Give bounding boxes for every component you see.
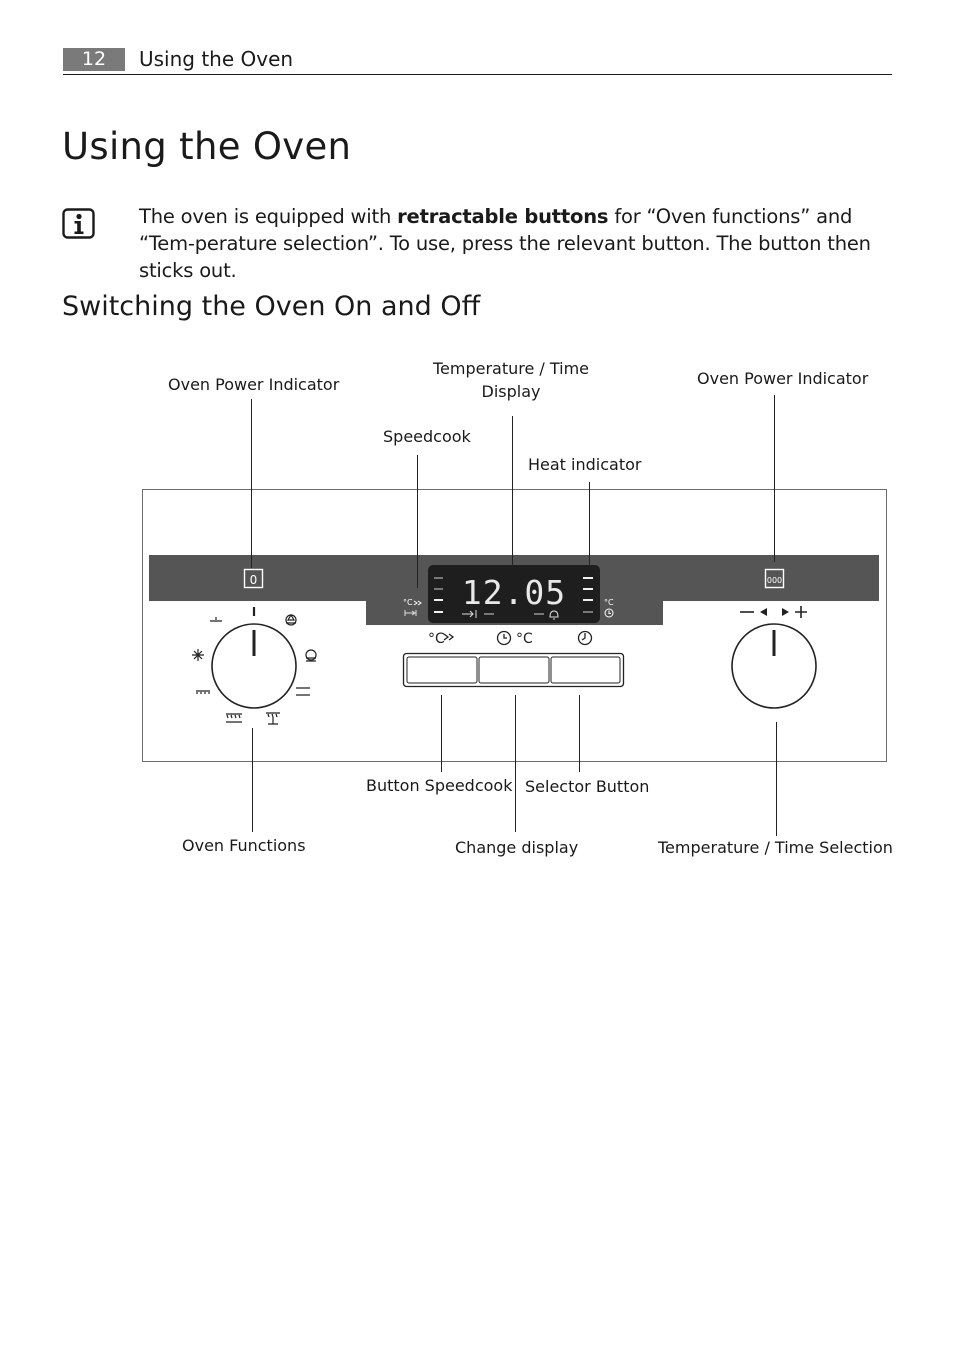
page-title: Using the Oven [62, 125, 352, 168]
page-number: 12 [63, 48, 125, 71]
display-digits: 12.05 [461, 573, 567, 612]
label-oven-functions: Oven Functions [182, 836, 306, 855]
info-note: The oven is equipped with retractable buttons for “Oven functions” and “Tem-perature selection”. To use, press the relevant button. The button then sticks out. [139, 205, 871, 282]
svg-text:000: 000 [766, 576, 783, 585]
label-selector-button: Selector Button [525, 777, 650, 796]
label-oven-power-indicator-right: Oven Power Indicator [697, 369, 869, 388]
svg-text:°C: °C [604, 598, 614, 607]
svg-text:°C: °C [428, 631, 445, 647]
temperature-time-knob[interactable] [732, 624, 816, 708]
temperature-time-display [428, 565, 600, 623]
svg-text:°C: °C [403, 598, 413, 607]
label-oven-power-indicator-left: Oven Power Indicator [168, 375, 340, 394]
label-temperature-time-selection: Temperature / Time Selection [658, 838, 893, 857]
label-temperature-time-display-line1: Temperature / Time [432, 359, 590, 378]
label-button-speedcook: Button Speedcook [366, 776, 513, 795]
oven-functions-knob[interactable] [212, 624, 296, 708]
note-emphasis: retractable buttons [397, 205, 609, 228]
svg-text:0: 0 [249, 573, 258, 587]
label-speedcook: Speedcook [383, 427, 471, 446]
button-row[interactable] [404, 654, 624, 687]
running-header: Using the Oven [139, 47, 294, 71]
label-change-display: Change display [455, 838, 579, 857]
label-temperature-time-display-line2: Display [481, 382, 541, 401]
label-heat-indicator: Heat indicator [528, 455, 642, 474]
section-title: Switching the Oven On and Off [62, 291, 481, 322]
svg-text:°C: °C [516, 631, 533, 647]
